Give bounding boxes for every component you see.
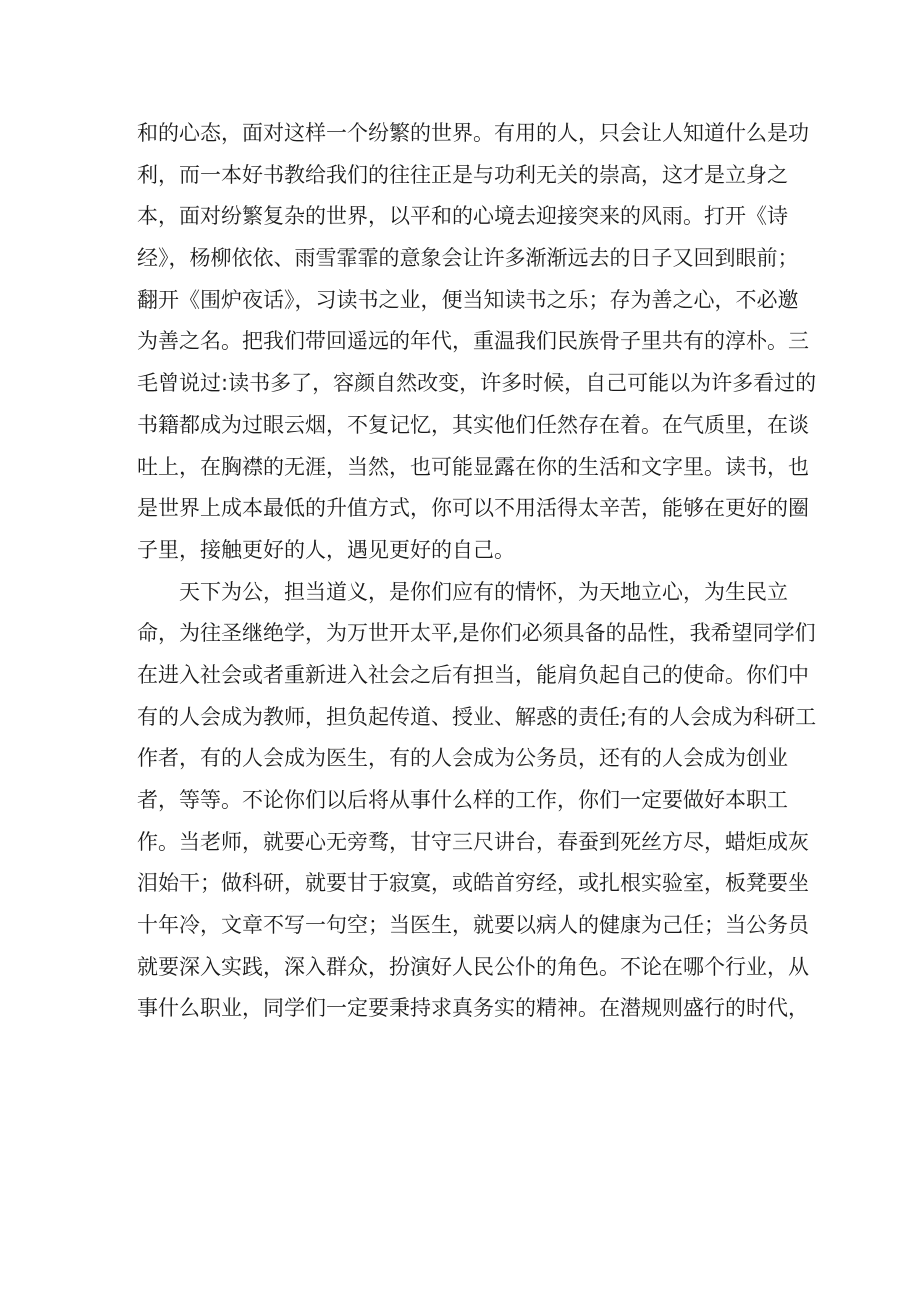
- text-line: 作。当老师，就要心无旁骛，甘守三尺讲台，春蚕到死丝方尽，蜡炬成灰: [137, 829, 809, 854]
- text-line: 经》，杨柳依依、雨雪霏霏的意象会让许多渐渐远去的日子又回到眼前；: [137, 246, 799, 271]
- text-line: 翻开《围炉夜话》，习读书之业，便当知读书之乐；存为善之心，不必邀: [137, 287, 799, 312]
- text-line: 吐上，在胸襟的无涯，当然，也可能显露在你的生活和文字里。读书，也: [137, 454, 809, 479]
- text-line: 天下为公，担当道义，是你们应有的情怀，为天地立心，为生民立: [179, 579, 788, 604]
- text-line: 子里，接触更好的人，遇见更好的自己。: [137, 537, 515, 562]
- text-line: 作者，有的人会成为医生，有的人会成为公务员，还有的人会成为创业: [137, 746, 788, 771]
- body-text: [137, 113, 817, 1030]
- text-line: 者，等等。不论你们以后将从事什么样的工作，你们一定要做好本职工: [137, 788, 788, 812]
- text-line: 事什么职业，同学们一定要秉持求真务实的精神。在潜规则盛行的时代，: [137, 996, 809, 1021]
- text-line: 就要深入实践，深入群众，扮演好人民公仆的角色。不论在哪个行业，从: [137, 954, 809, 979]
- text-line: 毛曾说过:读书多了，容颜自然改变，许多时候，自己可能以为许多看过的: [137, 371, 817, 396]
- text-line: 命，为往圣继绝学，为万世开太平,是你们必须具备的品性，我希望同学们: [137, 621, 816, 646]
- text-line: 利，而一本好书教给我们的往往正是与功利无关的崇高，这才是立身之: [137, 162, 788, 187]
- text-line: 在进入社会或者重新进入社会之后有担当，能肩负起自己的使命。你们中: [137, 662, 809, 687]
- paragraph-2: [137, 572, 817, 1031]
- text-line: 有的人会成为教师，担负起传道、授业、解惑的责任;有的人会成为科研工: [137, 704, 817, 729]
- text-line: 本，面对纷繁复杂的世界，以平和的心境去迎接突来的风雨。打开《诗: [137, 204, 788, 229]
- text-line: 泪始干；做科研，就要甘于寂寞，或皓首穷经，或扎根实验室，板凳要坐: [137, 871, 809, 896]
- text-line: 是世界上成本最低的升值方式，你可以不用活得太辛苦，能够在更好的圈: [137, 496, 809, 521]
- text-line: 十年冷，文章不写一句空；当医生，就要以病人的健康为己任；当公务员: [137, 913, 809, 938]
- text-line: 为善之名。把我们带回遥远的年代，重温我们民族骨子里共有的淳朴。三: [137, 329, 809, 354]
- paragraph-1: [137, 113, 817, 572]
- text-line: 和的心态，面对这样一个纷繁的世界。有用的人，只会让人知道什么是功: [137, 121, 809, 145]
- text-line: 书籍都成为过眼云烟，不复记忆，其实他们任然存在着。在气质里，在谈: [137, 412, 809, 437]
